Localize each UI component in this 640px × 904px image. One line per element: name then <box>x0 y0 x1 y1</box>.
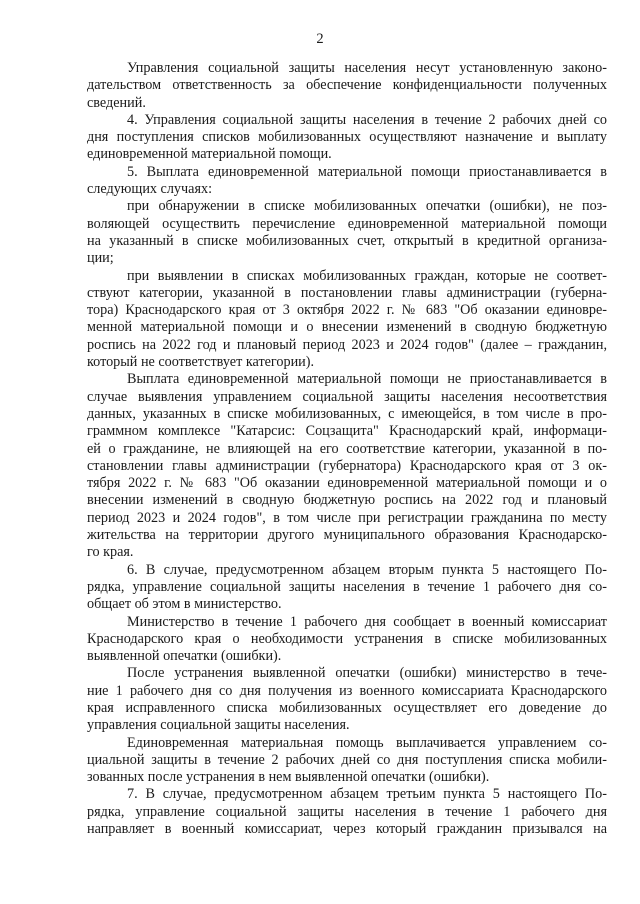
text-line: 6. В случае, предусмотренном абзацем вторым пункта 5 настоящего По- <box>127 561 607 578</box>
text-line: Министерство в течение 1 рабочего дня сообщает в военный комиссариат <box>127 613 607 630</box>
text-line: ствуют категории, указанной в постановлении главы администрации (губерна- <box>87 284 607 301</box>
text-line: ей о гражданине, не влияющей на его соответствие категории, указанной в по- <box>87 440 607 457</box>
text-line: го края. <box>87 544 134 561</box>
text-line: края исправленного списка мобилизованных осуществляет его доведение до <box>87 699 607 716</box>
text-line: при обнаружении в списке мобилизованных опечатки (ошибки), не поз- <box>127 198 607 215</box>
text-line: зованных после устранения в нем выявленной опечатки (ошибки). <box>87 769 490 786</box>
text-line: ции; <box>87 250 114 267</box>
text-line: данных, указанных в списке мобилизованных, с имеющейся, в том числе в про- <box>87 405 607 422</box>
text-line: 7. В случае, предусмотренном абзацем третьим пункта 5 настоящего По- <box>127 786 607 803</box>
text-line: дательством ответственность за обеспечение конфиденциальности полученных <box>87 77 607 94</box>
text-line: 5. Выплата единовременной материальной помощи приостанавливается в <box>127 163 607 180</box>
text-line: Выплата единовременной материальной помощи не приостанавливается в <box>127 371 607 388</box>
text-line: при выявлении в списках мобилизованных граждан, которые не соответ- <box>127 267 607 284</box>
text-line: на указанный в списке мобилизованных счет, открытый в кредитной организа- <box>87 232 607 249</box>
text-line: общает об этом в министерство. <box>87 596 282 613</box>
text-line: период 2023 и 2024 годов", в том числе при регистрации гражданина по месту <box>87 509 607 526</box>
text-line: который не соответствует категории). <box>87 354 315 371</box>
text-line: становлении главы администрации (губернатора) Краснодарского края от 3 ок- <box>87 457 607 474</box>
text-line: дня поступления списков мобилизованных осуществляют назначение и выплату <box>87 129 607 146</box>
text-line: менной материальной помощи и о внесении изменений в сводную бюджетную <box>87 319 607 336</box>
text-line: 4. Управления социальной защиты населения в течение 2 рабочих дней со <box>127 111 607 128</box>
text-line: жительства на территории другого муниципального образования Краснодарско- <box>87 527 607 544</box>
body-text <box>87 60 607 838</box>
text-line: ние 1 рабочего дня со дня получения из военного комиссариата Краснодарского <box>87 682 607 699</box>
text-line: единовременной материальной помощи. <box>87 146 332 163</box>
text-line: воляющей осуществить перечисление единовременной материальной помощи <box>87 215 607 232</box>
text-line: роспись на 2022 год и плановый период 2023 и 2024 годов" (далее – гражданин, <box>87 336 607 353</box>
text-line: следующих случаях: <box>87 181 213 198</box>
text-line: выявленной опечатки (ошибки). <box>87 648 282 665</box>
text-line: управления социальной защиты населения. <box>87 717 350 734</box>
page-number: 2 <box>316 31 324 47</box>
text-line: тября 2022 г. № 683 "Об оказании единовременной материальной помощи и о <box>87 475 607 492</box>
text-line: случае выявления управлением социальной защиты населения несоответствия <box>87 388 607 405</box>
text-line: рядка, управление социальной защиты населения в течение 1 рабочего дня со- <box>87 578 607 595</box>
text-line: Краснодарского края о необходимости устранения в списке мобилизованных <box>87 630 607 647</box>
text-line: направляет в военный комиссариат, через который гражданин призывался на <box>87 821 607 838</box>
text-line: рядка, управление социальной защиты населения в течение 1 рабочего дня <box>87 803 607 820</box>
text-line: граммном комплексе "Катарсис: Соцзащита" Краснодарский край, информаци- <box>87 423 607 440</box>
text-line: сведений. <box>87 94 146 111</box>
text-line: После устранения выявленной опечатки (ошибки) министерство в тече- <box>127 665 607 682</box>
text-line: циальной защиты в течение 2 рабочих дней со дня поступления списка мобили- <box>87 751 607 768</box>
text-line: тора) Краснодарского края от 3 октября 2022 г. № 683 "Об оказании единовре- <box>87 302 607 319</box>
text-line: внесении изменений в сводную бюджетную роспись на 2022 год и плановый <box>87 492 607 509</box>
text-line: Единовременная материальная помощь выплачивается управлением со- <box>127 734 607 751</box>
text-line: Управления социальной защиты населения несут установленную законо- <box>127 60 607 76</box>
